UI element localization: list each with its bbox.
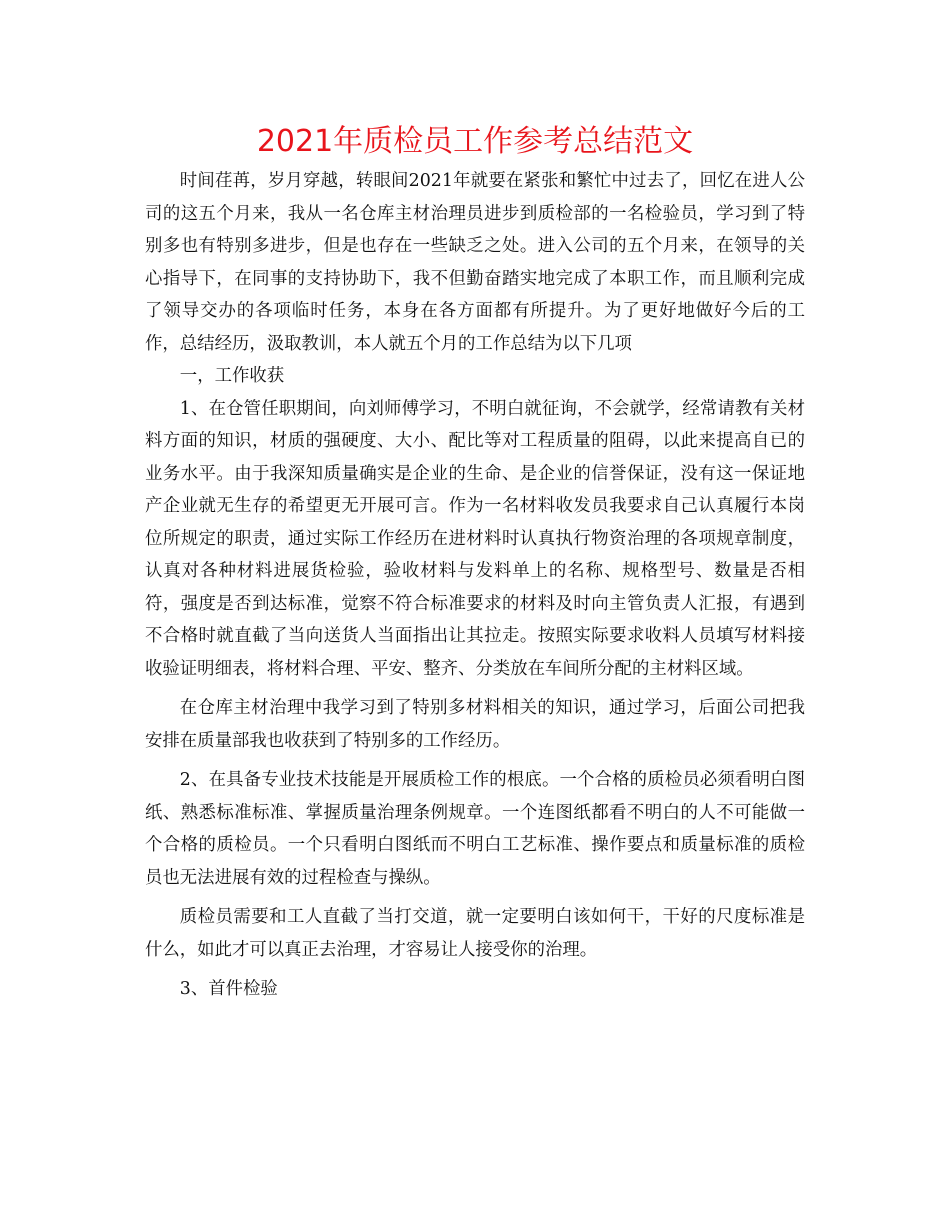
document-title: 2021年质检员工作参考总结范文 [256,124,694,159]
paragraph-warehouse-learning: 在仓库主材治理中我学习到了特别多材料相关的知识，通过学习，后面公司把我安排在质量部我也收获到了特别多的工作经历。 [145,698,805,751]
paragraph-item-3-heading: 3、首件检验 [179,979,278,999]
paragraph-item-1: 1、在仓管任职期间，向刘师傅学习，不明白就征询，不会就学，经常请教有关材料方面的知识，材质的强硬度、大小、配比等对工程质量的阻碍，以此来提高自已的业务水平。由于我深知质量确实是企业的生命、是企业的信誉保证，没有这一保证地产企业就无生存的希望更无开展可言。作为一名材料收发员我要求自己认真履行本岗位所规定的职责，通过实际工作经历在进材料时认真执行物资治理的各项规章制度，认真对各种材料进展货检验，验收材料与发料单上的名称、规格型号、数量是否相符，强度是否到达标准，觉察不符合标准要求的材料及时向主管负责人汇报，有遇到不合格时就直截了当向送货人当面指出让其拉走。按照实际要求收料人员填写材料接收验证明细表，将材料合理、平安、整齐、分类放在车间所分配的主材料区域。 [145,398,805,679]
paragraph-inspector-workers: 质检员需要和工人直截了当打交道，就一定要明白该如何干，干好的尺度标准是什么，如此才可以真正去治理，才容易让人接受你的治理。 [145,907,805,960]
section-heading-work-gains: 一，工作收获 [179,366,285,386]
document-body [145,165,805,1006]
paragraph-intro: 时间荏苒，岁月穿越，转眼间2021年就要在紧张和繁忙中过去了，回忆在进人公司的这五个月来，我从一名仓库主材治理员进步到质检部的一名检验员，学习到了特别多也有特别多进步，但是也存在一些缺乏之处。进入公司的五个月来，在领导的关心指导下，在同事的支持协助下，我不但勤奋踏实地完成了本职工作，而且顺利完成了领导交办的各项临时任务，本身在各方面都有所提升。为了更好地做好今后的工作，总结经历，汲取教训，本人就五个月的工作总结为以下几项 [145,171,805,354]
paragraph-item-2: 2、在具备专业技术技能是开展质检工作的根底。一个合格的质检员必须看明白图纸、熟悉标准标准、掌握质量治理条例规章。一个连图纸都看不明白的人不可能做一个合格的质检员。一个只看明白图纸而不明白工艺标准、操作要点和质量标准的质检员也无法进展有效的过程检查与操纵。 [145,770,805,888]
